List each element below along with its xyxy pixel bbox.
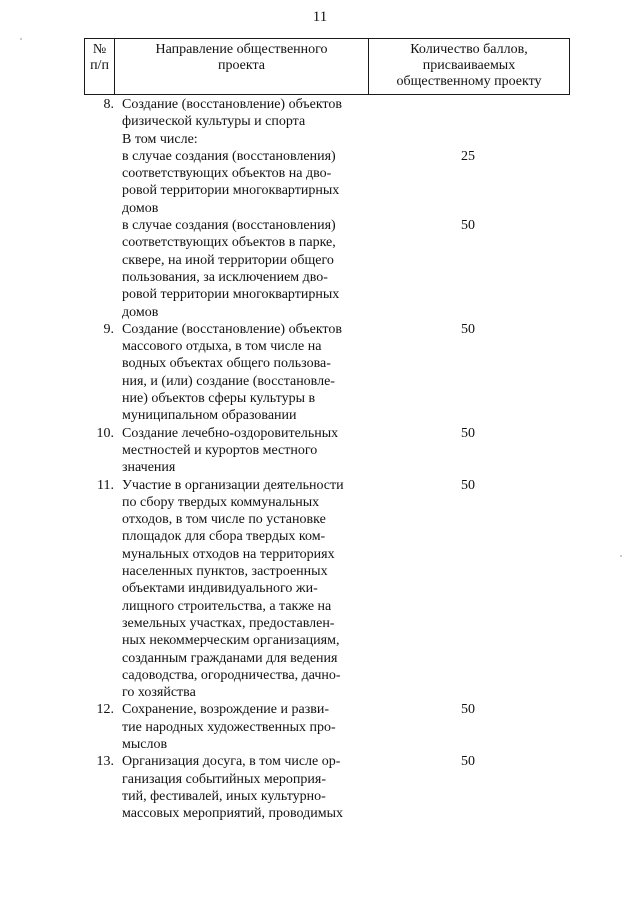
row-number: [84, 148, 114, 217]
scan-speck: [620, 555, 622, 557]
text-line: сквере, на иной территории общего: [122, 252, 334, 268]
text-line: садоводства, огородничества, дачно-: [122, 667, 341, 683]
row-direction-text: [122, 148, 362, 217]
text-line: Участие в организации деятельности: [122, 477, 344, 493]
text-line: населенных пунктов, застроенных: [122, 564, 328, 580]
text-line: объектами индивидуального жи-: [122, 581, 318, 597]
text-line: местностей и курортов местного: [122, 442, 318, 458]
header-score-column: [369, 39, 569, 94]
text-line: ровой территории многоквартирных: [122, 287, 340, 303]
row-score: 50: [461, 754, 475, 770]
table-row: [84, 96, 570, 148]
row-score: 50: [461, 218, 475, 234]
text-line: массового отдыха, в том числе на: [122, 339, 322, 355]
text-line: Создание лечебно-оздоровительных: [122, 425, 339, 441]
text-line: Организация досуга, в том числе ор-: [122, 754, 341, 770]
row-number: 9.: [103, 321, 114, 337]
text-line: тие народных художественных про-: [122, 719, 336, 735]
text-line: мыслов: [122, 736, 168, 752]
row-score: 25: [461, 148, 475, 164]
row-direction-text: [122, 753, 362, 822]
header-direction-line: Направление общественного: [155, 42, 328, 57]
table-header: [84, 38, 570, 95]
text-line: мунальных отходов на территориях: [122, 546, 335, 562]
text-line: созданным гражданами для ведения: [122, 650, 338, 666]
text-line: в случае создания (восстановления): [122, 148, 336, 164]
header-score-line: присваиваемых: [422, 58, 516, 73]
header-number-line: №: [92, 42, 107, 57]
row-direction-text: [122, 321, 362, 425]
text-line: ние) объектов сферы культуры в: [122, 391, 316, 407]
text-line: отходов, в том числе по установке: [122, 512, 326, 528]
text-line: домов: [122, 304, 159, 320]
row-number: 10.: [96, 425, 114, 441]
row-score: 50: [461, 702, 475, 718]
row-number: 12.: [96, 702, 114, 718]
header-score-line: общественному проекту: [396, 74, 542, 89]
table-row: [84, 701, 570, 753]
text-line: В том числе:: [122, 131, 198, 147]
row-direction-text: [122, 477, 362, 702]
table-row: [84, 321, 570, 425]
table-row: [84, 477, 570, 702]
text-line: водных объектах общего пользова-: [122, 356, 331, 372]
text-line: соответствующих объектов на дво-: [122, 166, 332, 182]
text-line: лищного строительства, а также на: [122, 598, 332, 614]
row-direction-text: [122, 96, 362, 148]
row-number: 13.: [96, 754, 114, 770]
scan-speck: [20, 38, 22, 40]
header-number-line: п/п: [90, 58, 109, 73]
text-line: земельных участках, предоставлен-: [122, 615, 335, 631]
row-direction-text: [122, 701, 362, 753]
text-line: ных некоммерческим организациям,: [122, 633, 340, 649]
header-direction-line: проекта: [218, 58, 265, 73]
text-line: в случае создания (восстановления): [122, 218, 336, 234]
text-line: физической культуры и спорта: [122, 114, 306, 130]
text-line: пользования, за исключением дво-: [122, 269, 328, 285]
row-score: 50: [461, 321, 475, 337]
row-direction-text: [122, 425, 362, 477]
text-line: тий, фестивалей, иных культурно-: [122, 788, 326, 804]
table-body: [84, 96, 570, 822]
row-score: 50: [461, 425, 475, 441]
header-direction-column: [115, 39, 369, 94]
row-number: 11.: [97, 477, 114, 493]
text-line: домов: [122, 200, 159, 216]
text-line: соответствующих объектов в парке,: [122, 235, 336, 251]
text-line: массовых мероприятий, проводимых: [122, 806, 344, 822]
text-line: ганизация событийных мероприя-: [122, 771, 327, 787]
text-line: Создание (восстановление) объектов: [122, 97, 342, 112]
text-line: ния, и (или) создание (восстановле-: [122, 373, 335, 389]
text-line: Сохранение, возрождение и разви-: [122, 702, 330, 718]
text-line: площадок для сбора твердых ком-: [122, 529, 326, 545]
row-number: 8.: [103, 97, 114, 112]
text-line: по сбору твердых коммунальных: [122, 494, 320, 510]
table-row: [84, 148, 570, 217]
table-row: [84, 753, 570, 822]
header-number-column: [85, 39, 115, 94]
row-number: [84, 217, 114, 321]
header-score-line: Количество баллов,: [410, 42, 528, 57]
table-row: [84, 217, 570, 321]
text-line: го хозяйства: [122, 685, 196, 701]
table-row: [84, 425, 570, 477]
row-direction-text: [122, 217, 362, 321]
text-line: ровой территории многоквартирных: [122, 183, 340, 199]
page-number: 11: [312, 9, 328, 25]
text-line: муниципальном образовании: [122, 408, 297, 424]
row-score: 50: [461, 477, 475, 493]
text-line: значения: [122, 460, 176, 476]
text-line: Создание (восстановление) объектов: [122, 321, 342, 337]
